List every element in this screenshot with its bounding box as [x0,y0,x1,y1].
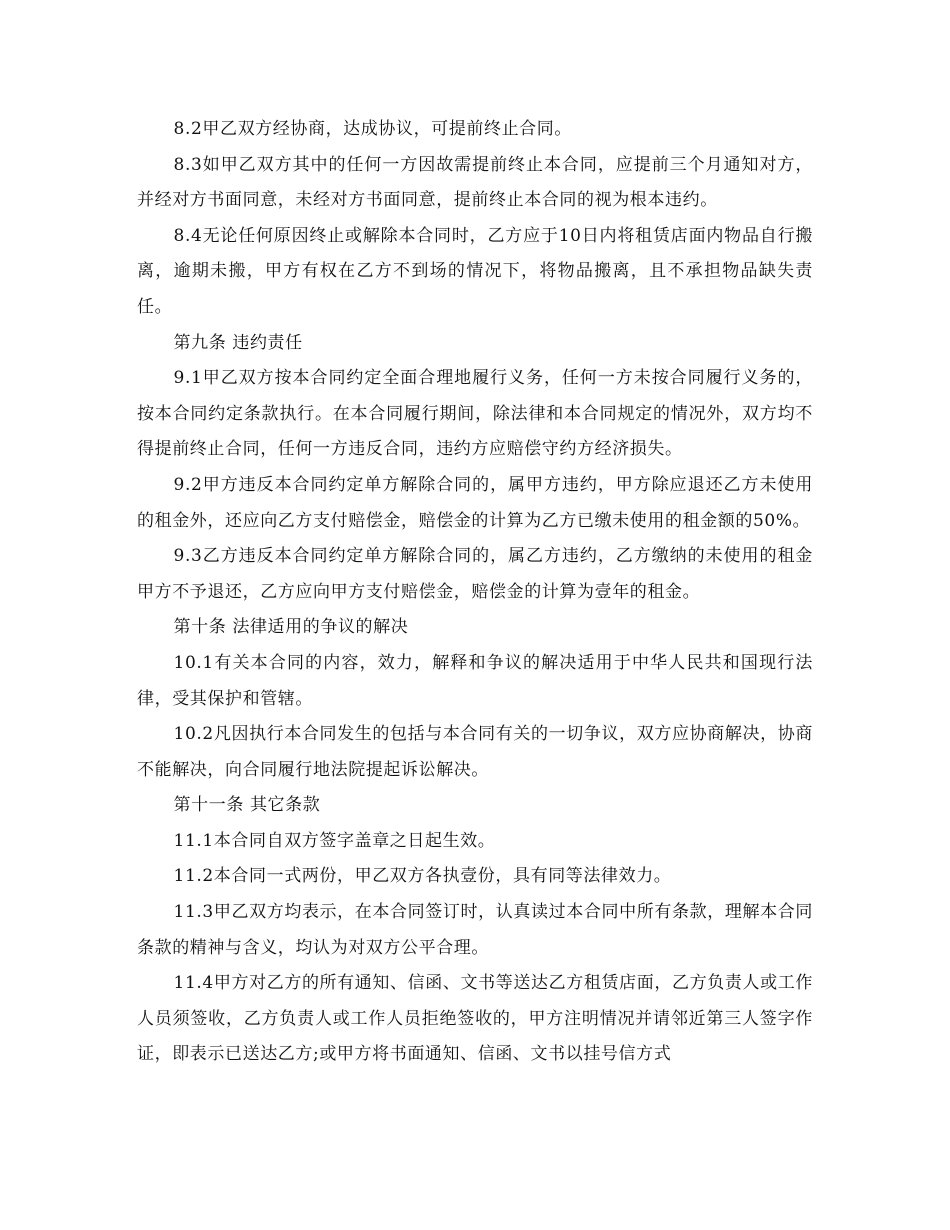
clause-9-3: 9.3乙方违反本合同约定单方解除合同的，属乙方违约，乙方缴纳的未使用的租金甲方不予退还，乙方应向甲方支付赔偿金，赔偿金的计算为壹年的租金。 [137,546,813,602]
article-11-heading: 第十一条 其它条款 [173,795,321,816]
clause-8-2: 8.2甲乙双方经协商，达成协议，可提前终止合同。 [173,119,572,139]
article-9-heading: 第九条 违约责任 [173,332,303,353]
clause-11-3: 11.3甲乙双方均表示，在本合同签订时，认真读过本合同中所有条款，理解本合同条款的精神与含义，均认为对双方公平合理。 [137,902,813,958]
clause-11-4: 11.4甲方对乙方的所有通知、信函、文书等送达乙方租赁店面，乙方负责人或工作人员须签收，乙方负责人或工作人员拒绝签收的，甲方注明情况并请邻近第三人签字作证，即表示已送达乙方;或甲方将书面通知、信函、文书以挂号信方式 [137,973,813,1065]
clause-8-3: 8.3如甲乙双方其中的任何一方因故需提前终止本合同，应提前三个月通知对方，并经对方书面同意，未经对方书面同意，提前终止本合同的视为根本违约。 [137,154,813,211]
clause-11-1: 11.1本合同自双方签字盖章之日起生效。 [173,830,496,851]
article-10-heading: 第十条 法律适用的争议的解决 [173,617,409,638]
clause-8-4: 8.4无论任何原因终止或解除本合同时，乙方应于10日内将租赁店面内物品自行搬离，逾期未搬，甲方有权在乙方不到场的情况下，将物品搬离，且不承担物品缺失责任。 [137,225,813,317]
clause-9-2: 9.2甲方违反本合同约定单方解除合同的，属甲方违约，甲方除应退还乙方未使用的租金外，还应向乙方支付赔偿金，赔偿金的计算为乙方已缴未使用的租金额的50%。 [137,474,813,531]
document-body [137,112,813,1073]
clause-9-1: 9.1甲乙双方按本合同约定全面合理地履行义务，任何一方未按合同履行义务的，按本合同约定条款执行。在本合同履行期间，除法律和本合同规定的情况外，双方均不得提前终止合同，任何一方违反合同，违约方应赔偿守约方经济损失。 [137,368,813,460]
clause-10-2: 10.2凡因执行本合同发生的包括与本合同有关的一切争议，双方应协商解决，协商不能解决，向合同履行地法院提起诉讼解决。 [137,724,813,780]
clause-10-1: 10.1有关本合同的内容，效力，解释和争议的解决适用于中华人民共和国现行法律，受其保护和管辖。 [137,652,813,709]
clause-11-2: 11.2本合同一式两份，甲乙双方各执壹份，具有同等法律效力。 [173,866,672,887]
